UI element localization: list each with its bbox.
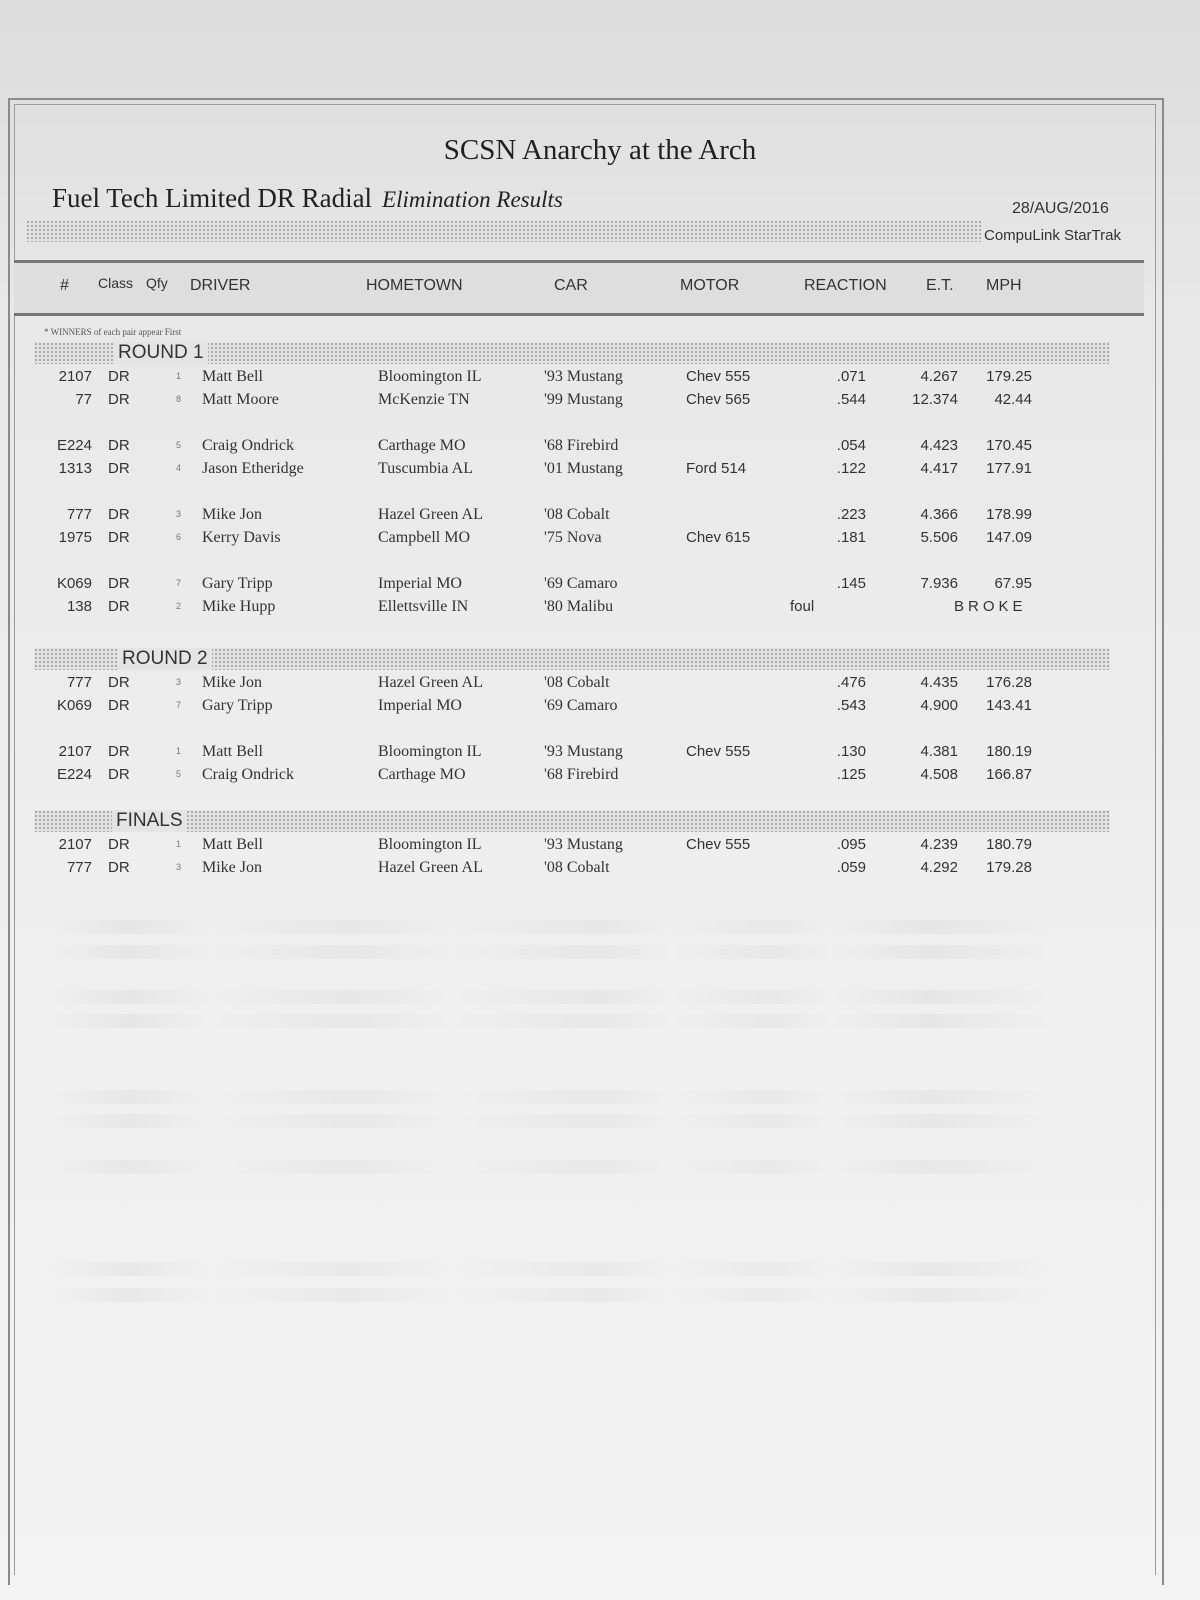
hometown: Imperial MO: [378, 575, 462, 592]
speed-mph: 176.28: [986, 674, 1032, 691]
driver-name: Mike Jon: [202, 506, 262, 523]
reaction-time: .543: [836, 697, 866, 714]
round-separator: [34, 810, 1110, 832]
class-code: DR: [108, 859, 130, 876]
qualifying-position: 4: [176, 463, 182, 473]
bleed-through: [50, 1160, 1050, 1174]
qualifying-position: 7: [176, 578, 182, 588]
class-code: DR: [108, 836, 130, 853]
car-model: '75 Nova: [544, 529, 602, 546]
col-mph: MPH: [986, 277, 1022, 294]
class-code: DR: [108, 674, 130, 691]
reaction-time: .145: [836, 575, 866, 592]
elapsed-time: 4.435: [920, 674, 958, 691]
class-code: DR: [108, 460, 130, 477]
driver-name: Craig Ondrick: [202, 766, 294, 783]
car-number: 1975: [58, 529, 92, 546]
round-label: ROUND 2: [118, 648, 212, 670]
event-title: SCSN Anarchy at the Arch: [443, 134, 757, 166]
speed-mph: 179.25: [986, 368, 1032, 385]
qualifying-position: 5: [176, 769, 182, 779]
driver-name: Gary Tripp: [202, 697, 273, 714]
hometown: Carthage MO: [378, 766, 466, 783]
class-code: DR: [108, 598, 130, 615]
col-class: Class: [98, 275, 134, 291]
car-number: E224: [56, 437, 92, 454]
elapsed-time: 4.292: [920, 859, 958, 876]
elapsed-time: 4.366: [920, 506, 958, 523]
car-number: 2107: [58, 743, 92, 760]
qualifying-position: 8: [176, 394, 182, 404]
reaction-time: .059: [836, 859, 866, 876]
driver-name: Matt Bell: [202, 836, 263, 853]
bleed-through: [50, 990, 1050, 1004]
elapsed-time: 4.508: [920, 766, 958, 783]
car-number: 2107: [58, 836, 92, 853]
class-name: Fuel Tech Limited DR Radial: [52, 183, 373, 213]
class-code: DR: [108, 743, 130, 760]
col-reaction: REACTION: [804, 277, 887, 294]
col-car: CAR: [554, 277, 588, 294]
car-number: 777: [66, 859, 92, 876]
car-model: '08 Cobalt: [544, 859, 610, 876]
motor: Ford 514: [686, 460, 747, 477]
speed-mph: 67.95: [994, 575, 1032, 592]
motor: Chev 555: [686, 836, 751, 853]
speed-mph: 179.28: [986, 859, 1032, 876]
col-motor: MOTOR: [680, 277, 740, 294]
driver-name: Matt Moore: [202, 391, 279, 408]
speed-mph: 147.09: [986, 529, 1032, 546]
class-code: DR: [108, 575, 130, 592]
round-label: FINALS: [112, 810, 187, 832]
qualifying-position: 7: [176, 700, 182, 710]
elapsed-time: 4.423: [920, 437, 958, 454]
class-code: DR: [108, 766, 130, 783]
class-code: DR: [108, 529, 130, 546]
reaction-time: .054: [836, 437, 866, 454]
col-et: E.T.: [926, 277, 954, 294]
driver-name: Matt Bell: [202, 368, 263, 385]
car-number: 77: [75, 391, 92, 408]
run-status: BROKE: [954, 598, 1027, 615]
car-model: '80 Malibu: [544, 598, 614, 615]
bleed-through: [50, 1090, 1050, 1104]
timing-system: CompuLink StarTrak: [984, 227, 1121, 244]
col-num: #: [60, 277, 69, 294]
car-model: '01 Mustang: [544, 460, 623, 477]
car-model: '93 Mustang: [544, 836, 623, 853]
col-hometown: HOMETOWN: [366, 277, 463, 294]
class-title: [52, 183, 563, 214]
reaction-time: .130: [836, 743, 866, 760]
foul-flag: foul: [790, 598, 815, 615]
class-code: DR: [108, 368, 130, 385]
elapsed-time: 7.936: [920, 575, 958, 592]
driver-name: Gary Tripp: [202, 575, 273, 592]
car-number: 777: [66, 674, 92, 691]
hometown: Hazel Green AL: [378, 859, 483, 876]
reaction-time: .125: [836, 766, 866, 783]
car-number: 777: [66, 506, 92, 523]
car-number: E224: [56, 766, 92, 783]
car-model: '08 Cobalt: [544, 506, 610, 523]
speed-mph: 170.45: [986, 437, 1032, 454]
hometown: Tuscumbia AL: [378, 460, 473, 477]
car-model: '68 Firebird: [544, 437, 619, 454]
speed-mph: 42.44: [994, 391, 1032, 408]
car-number: K069: [56, 697, 92, 714]
bleed-through: [50, 1014, 1050, 1028]
qualifying-position: 2: [176, 601, 182, 611]
stipple-divider: [26, 220, 982, 242]
round-label: ROUND 1: [114, 342, 208, 364]
qualifying-position: 1: [176, 839, 182, 849]
hometown: Hazel Green AL: [378, 506, 483, 523]
car-model: '93 Mustang: [544, 368, 623, 385]
motor: Chev 615: [686, 529, 751, 546]
class-code: DR: [108, 697, 130, 714]
reaction-time: .223: [836, 506, 866, 523]
reaction-time: .476: [836, 674, 866, 691]
car-number: 2107: [58, 368, 92, 385]
hometown: Bloomington IL: [378, 368, 482, 385]
car-model: '69 Camaro: [544, 575, 618, 592]
hometown: Campbell MO: [378, 529, 470, 546]
car-number: 1313: [58, 460, 92, 477]
event-date: 28/AUG/2016: [1012, 200, 1109, 217]
speed-mph: 166.87: [986, 766, 1032, 783]
car-model: '99 Mustang: [544, 391, 623, 408]
driver-name: Mike Jon: [202, 674, 262, 691]
elapsed-time: 4.900: [920, 697, 958, 714]
bleed-through: [50, 1288, 1050, 1302]
qualifying-position: 1: [176, 371, 182, 381]
col-qfy: Qfy: [146, 275, 168, 291]
driver-name: Mike Jon: [202, 859, 262, 876]
qualifying-position: 3: [176, 677, 182, 687]
car-model: '93 Mustang: [544, 743, 623, 760]
elapsed-time: 4.381: [920, 743, 958, 760]
hometown: Imperial MO: [378, 697, 462, 714]
motor: Chev 555: [686, 368, 751, 385]
class-code: DR: [108, 391, 130, 408]
reaction-time: .071: [836, 368, 866, 385]
hometown: Carthage MO: [378, 437, 466, 454]
reaction-time: .544: [836, 391, 866, 408]
bleed-through: [50, 945, 1050, 959]
driver-name: Jason Etheridge: [202, 460, 304, 477]
class-code: DR: [108, 437, 130, 454]
hometown: Hazel Green AL: [378, 674, 483, 691]
speed-mph: 180.79: [986, 836, 1032, 853]
car-model: '68 Firebird: [544, 766, 619, 783]
hometown: Bloomington IL: [378, 743, 482, 760]
car-number: K069: [56, 575, 92, 592]
elapsed-time: 4.239: [920, 836, 958, 853]
qualifying-position: 6: [176, 532, 182, 542]
car-model: '69 Camaro: [544, 697, 618, 714]
class-code: DR: [108, 506, 130, 523]
hometown: Ellettsville IN: [378, 598, 469, 615]
class-subtitle: Elimination Results: [382, 187, 563, 212]
qualifying-position: 3: [176, 509, 182, 519]
car-number: 138: [66, 598, 92, 615]
speed-mph: 143.41: [986, 697, 1032, 714]
elapsed-time: 5.506: [920, 529, 958, 546]
elapsed-time: 12.374: [912, 391, 958, 408]
speed-mph: 177.91: [986, 460, 1032, 477]
speed-mph: 178.99: [986, 506, 1032, 523]
bleed-through: [50, 1114, 1050, 1128]
elapsed-time: 4.417: [920, 460, 958, 477]
reaction-time: .181: [836, 529, 866, 546]
driver-name: Kerry Davis: [202, 529, 281, 546]
driver-name: Craig Ondrick: [202, 437, 294, 454]
motor: Chev 565: [686, 391, 751, 408]
qualifying-position: 1: [176, 746, 182, 756]
driver-name: Matt Bell: [202, 743, 263, 760]
hometown: McKenzie TN: [378, 391, 470, 408]
qualifying-position: 3: [176, 862, 182, 872]
bleed-through: [50, 920, 1050, 934]
reaction-time: .122: [836, 460, 866, 477]
elapsed-time: 4.267: [920, 368, 958, 385]
driver-name: Mike Hupp: [202, 598, 276, 615]
reaction-time: .095: [836, 836, 866, 853]
motor: Chev 555: [686, 743, 751, 760]
speed-mph: 180.19: [986, 743, 1032, 760]
hometown: Bloomington IL: [378, 836, 482, 853]
col-driver: DRIVER: [190, 277, 251, 294]
qualifying-position: 5: [176, 440, 182, 450]
winners-note: * WINNERS of each pair appear First: [44, 327, 182, 337]
bleed-through: [50, 1262, 1050, 1276]
car-model: '08 Cobalt: [544, 674, 610, 691]
